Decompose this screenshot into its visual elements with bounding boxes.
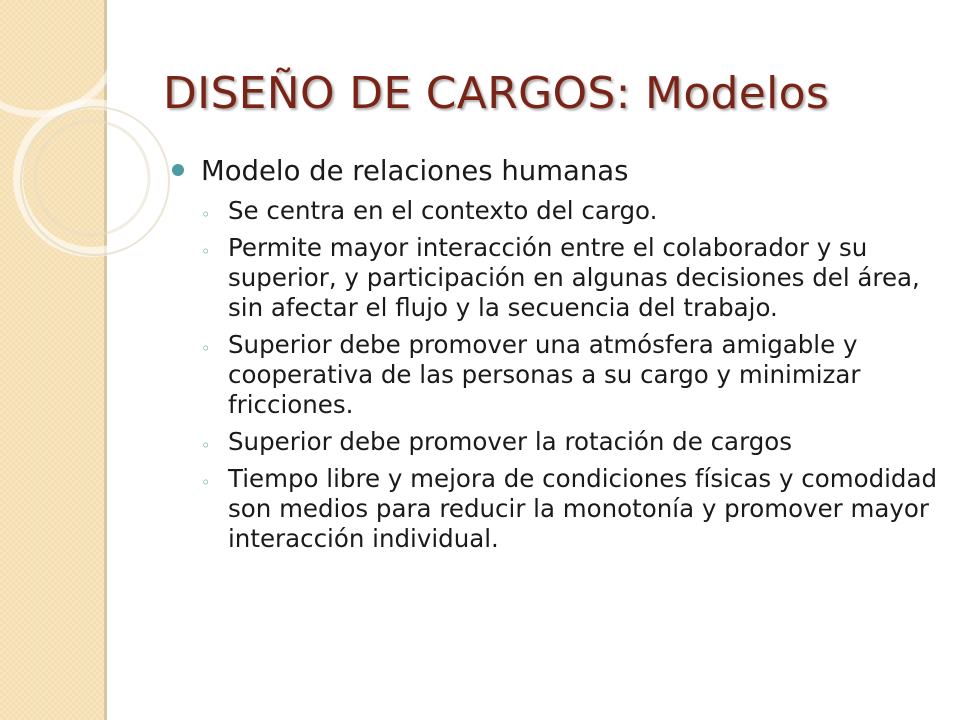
sub-bullet-item bbox=[201, 196, 940, 226]
sub-bullet-text: Se centra en el contexto del cargo. bbox=[228, 196, 658, 225]
hollow-circle-bullet-icon: ◦ bbox=[201, 436, 211, 455]
hollow-circle-bullet-icon: ◦ bbox=[201, 242, 211, 261]
bullet-text: Modelo de relaciones humanas bbox=[201, 155, 629, 187]
filled-circle-bullet-icon bbox=[172, 164, 184, 176]
sub-bullet-item bbox=[201, 464, 940, 554]
slide-title: DISEÑO DE CARGOS: Modelos bbox=[163, 68, 830, 119]
sub-bullet-item bbox=[201, 427, 940, 457]
sub-bullet-text: Superior debe promover una atmósfera amigable y cooperativa de las personas a su cargo y minimizar fricciones. bbox=[228, 330, 861, 419]
sub-bullet-text: Permite mayor interacción entre el colaborador y su superior, y participación en algunas decisiones del área, sin afectar el flujo y la secuencia del trabajo. bbox=[228, 233, 920, 322]
sub-bullet-text: Tiempo libre y mejora de condiciones físicas y comodidad son medios para reducir la monotonía y promover mayor interacción individual. bbox=[228, 464, 938, 553]
hollow-circle-bullet-icon: ◦ bbox=[201, 473, 211, 492]
slide-content bbox=[170, 154, 940, 561]
hollow-circle-bullet-icon: ◦ bbox=[201, 339, 211, 358]
bullet-modelo-relaciones-humanas bbox=[170, 154, 940, 188]
hollow-circle-bullet-icon: ◦ bbox=[201, 205, 211, 224]
sub-bullet-text: Superior debe promover la rotación de cargos bbox=[228, 427, 793, 456]
sub-bullet-item bbox=[201, 330, 940, 420]
sub-bullet-item bbox=[201, 233, 940, 323]
